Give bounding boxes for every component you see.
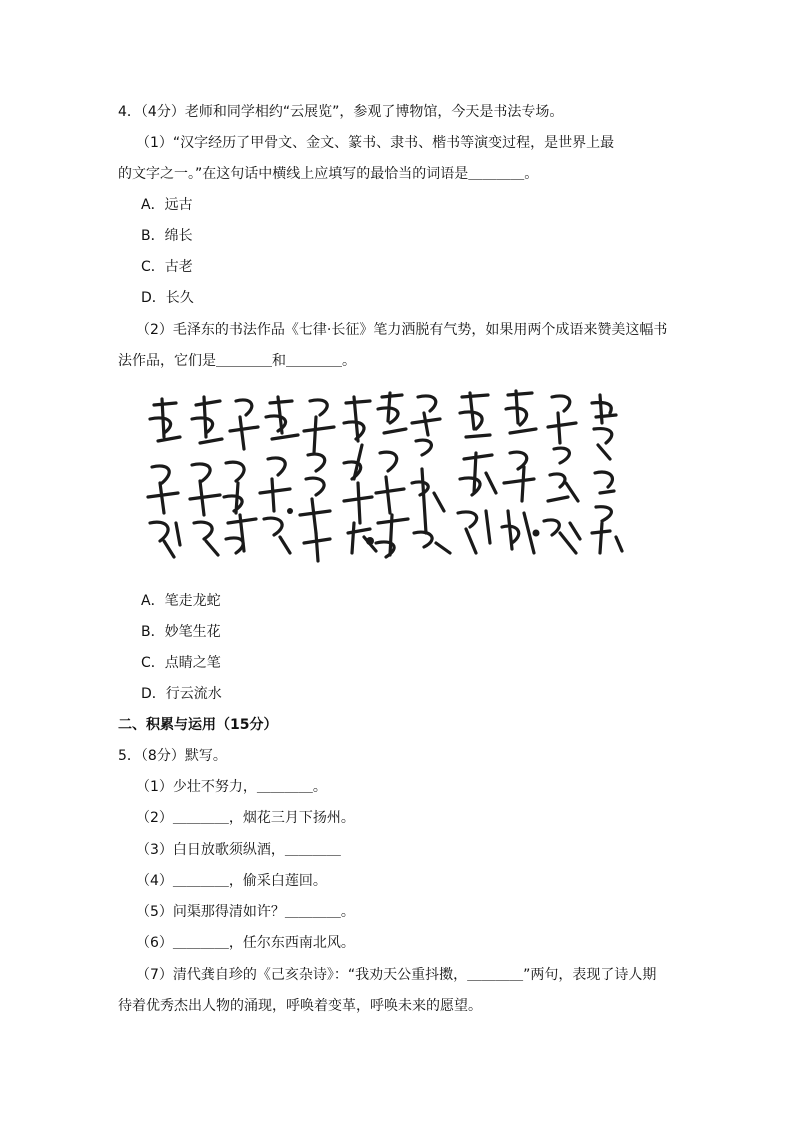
q4-part2-option-a: A．笔走龙蛇 bbox=[141, 593, 221, 609]
q4-part2-option-d: D．行云流水 bbox=[141, 686, 222, 702]
q4-part1-option-b: B．绵长 bbox=[141, 228, 193, 244]
q5-item-4: （4）＿＿＿＿，偷采白莲回。 bbox=[136, 873, 327, 889]
q4-part1-line1: （1）“汉字经历了甲骨文、金文、篆书、隶书、楷书等演变过程，是世界上最 bbox=[136, 135, 615, 151]
q4-part2-line2: 法作品，它们是＿＿＿＿和＿＿＿＿。 bbox=[118, 353, 356, 369]
q5-item-7: （7）清代龚自珍的《己亥杂诗》：“我劝天公重抖擞，＿＿＿＿”两句，表现了诗人期 bbox=[136, 967, 657, 983]
q5-title: 5．（8分）默写。 bbox=[118, 748, 227, 764]
q5-item-7-line2: 待着优秀杰出人物的涌现，呼唤着变革，呼唤未来的愿望。 bbox=[118, 998, 482, 1014]
q5-item-6: （6）＿＿＿＿，任尔东西南北风。 bbox=[136, 935, 355, 951]
q4-part1-line2: 的文字之一。”在这句话中横线上应填写的最恰当的词语是＿＿＿＿。 bbox=[118, 166, 539, 182]
q4-part1-option-a: A．远古 bbox=[141, 197, 193, 213]
q4-part1-option-d: D．长久 bbox=[141, 290, 194, 306]
calligraphy-image bbox=[140, 383, 632, 575]
q5-item-3: （3）白日放歌须纵酒，＿＿＿＿ bbox=[136, 842, 341, 858]
q4-part2-option-c: C．点睛之笔 bbox=[141, 655, 221, 671]
q4-part1-option-c: C．古老 bbox=[141, 259, 193, 275]
q4-title: 4．（4分）老师和同学相约“云展览”，参观了博物馆，今天是书法专场。 bbox=[118, 104, 564, 120]
q5-item-2: （2）＿＿＿＿，烟花三月下扬州。 bbox=[136, 810, 355, 826]
section2-heading: 二、积累与运用（15分） bbox=[118, 717, 278, 733]
q5-item-1: （1）少壮不努力，＿＿＿＿。 bbox=[136, 779, 327, 795]
q4-part2-line1: （2）毛泽东的书法作品《七律·长征》笔力洒脱有气势，如果用两个成语来赞美这幅书 bbox=[136, 322, 668, 338]
q5-item-5: （5）问渠那得清如许？＿＿＿＿。 bbox=[136, 904, 355, 920]
q4-part2-option-b: B．妙笔生花 bbox=[141, 624, 221, 640]
